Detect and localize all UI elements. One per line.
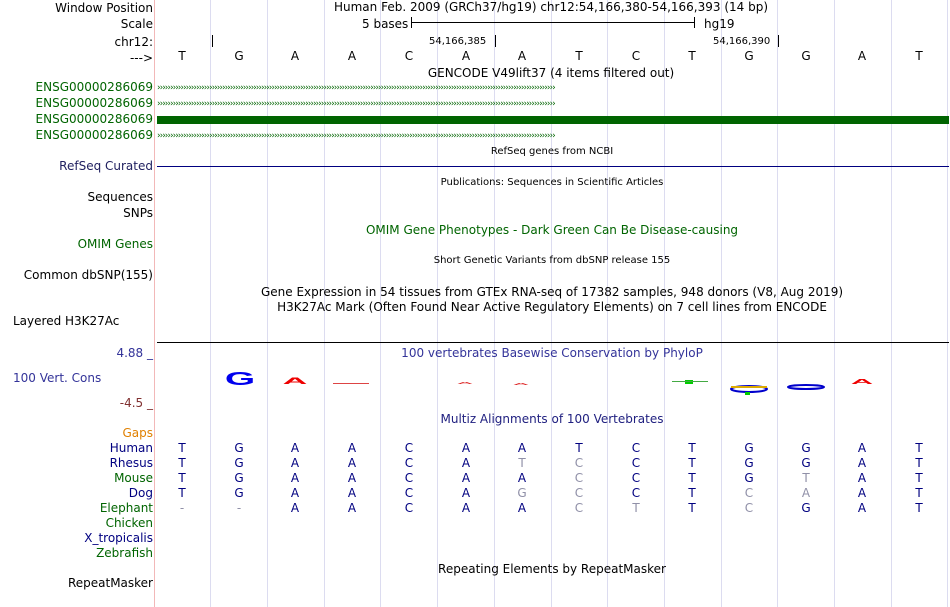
alignment-base: T — [688, 486, 696, 500]
alignment-base: G — [234, 456, 244, 470]
dna-base: A — [347, 49, 357, 63]
alignment-base: C — [404, 471, 414, 485]
alignment-base: C — [404, 441, 414, 455]
gtex-track-title: Gene Expression in 54 tissues from GTEx RNA-seq of 17382 samples, 948 donors (V8, Aug 2019) — [260, 285, 844, 299]
alignment-base: T — [915, 456, 923, 470]
conservation-logo[interactable] — [0, 360, 950, 400]
gencode-transcript-2[interactable]: ››››››››››››››››››››››››››››››››››››››››››››››››››››››››››››››››››››››››››››››››››››››››››››››››››››››››››››››››››››››››››››››››››››››››››››››››››››››››› — [157, 100, 555, 108]
cons-letter-a2: A — [457, 381, 473, 385]
alignment-base: A — [517, 441, 527, 455]
dna-base: G — [744, 49, 754, 63]
gaps-label[interactable]: Gaps — [122, 426, 153, 440]
repeatmasker-track-title: Repeating Elements by RepeatMasker — [438, 562, 666, 576]
alignment-base: T — [915, 486, 923, 500]
alignment-base: G — [234, 471, 244, 485]
h3k27ac-label[interactable]: Layered H3K27Ac — [13, 314, 120, 328]
alignment-base: A — [517, 501, 527, 515]
alignment-base: G — [234, 486, 244, 500]
scale-label[interactable]: Scale — [120, 17, 153, 31]
position-text: Human Feb. 2009 (GRCh37/hg19) chr12:54,166,380-54,166,393 (14 bp) — [333, 0, 769, 14]
conservation-min-label: -4.5 _ — [119, 396, 153, 410]
alignment-base: G — [744, 441, 754, 455]
dna-base: T — [178, 49, 186, 63]
conservation-label[interactable]: 100 Vert. Cons — [13, 371, 102, 385]
alignment-base: C — [404, 501, 414, 515]
alignment-base: A — [347, 456, 357, 470]
alignment-base: G — [744, 471, 754, 485]
species-label-mouse[interactable]: Mouse — [114, 471, 153, 485]
ruler-tick-label-2: 54,166,390 — [713, 36, 771, 47]
dna-base: C — [631, 49, 641, 63]
species-label-x_tropicalis[interactable]: X_tropicalis — [84, 531, 153, 545]
species-label-rhesus[interactable]: Rhesus — [109, 456, 153, 470]
dbsnp-label[interactable]: Common dbSNP(155) — [23, 268, 153, 282]
alignment-base: T — [575, 441, 583, 455]
alignment-base: A — [857, 486, 867, 500]
dna-base: G — [801, 49, 811, 63]
dbsnp-track-title: Short Genetic Variants from dbSNP release 155 — [433, 255, 671, 266]
alignment-base: C — [744, 501, 754, 515]
alignment-base: A — [290, 456, 300, 470]
alignment-base: A — [461, 456, 471, 470]
alignment-base: A — [347, 501, 357, 515]
alignment-base: - — [179, 501, 185, 515]
alignment-base: T — [688, 471, 696, 485]
alignment-base: C — [574, 456, 584, 470]
alignment-base: A — [347, 486, 357, 500]
alignment-base: A — [857, 501, 867, 515]
cons-letter-g3 — [788, 385, 824, 389]
dna-base: A — [517, 49, 527, 63]
window-position-label[interactable]: Window Position — [55, 1, 153, 15]
ruler-tick-label-1: 54,166,385 — [429, 36, 487, 47]
alignment-base: T — [178, 471, 186, 485]
alignment-base: A — [857, 441, 867, 455]
alignment-base: C — [574, 501, 584, 515]
species-label-chicken[interactable]: Chicken — [105, 516, 153, 530]
dna-base: C — [404, 49, 414, 63]
alignment-base: A — [801, 486, 811, 500]
alignment-base: C — [631, 456, 641, 470]
strand-arrow-label[interactable]: ---> — [129, 51, 153, 65]
alignment-base: T — [688, 441, 696, 455]
cons-letter-a: A — [282, 376, 308, 387]
cons-letter-a4: A — [850, 377, 874, 386]
gencode-track-title: GENCODE V49lift37 (4 items filtered out) — [427, 66, 675, 80]
omim-label[interactable]: OMIM Genes — [77, 237, 153, 251]
alignment-base: C — [404, 486, 414, 500]
alignment-base: T — [915, 441, 923, 455]
repeatmasker-label[interactable]: RepeatMasker — [67, 576, 153, 590]
alignment-base: A — [347, 441, 357, 455]
alignment-base: A — [461, 486, 471, 500]
sequences-label[interactable]: Sequences — [87, 190, 153, 204]
assembly-label: hg19 — [704, 17, 735, 31]
h3k27ac-baseline — [157, 342, 949, 343]
publications-track-title: Publications: Sequences in Scientific Articles — [440, 177, 664, 188]
alignment-base: A — [857, 456, 867, 470]
ruler-tick — [212, 35, 213, 47]
alignment-base: T — [632, 501, 640, 515]
conservation-track-title: 100 vertebrates Basewise Conservation by PhyloP — [401, 346, 703, 360]
dna-base: G — [234, 49, 244, 63]
dna-base: T — [575, 49, 583, 63]
alignment-base: C — [631, 471, 641, 485]
scale-bar-right-tick — [694, 17, 695, 28]
alignment-base: A — [461, 501, 471, 515]
alignment-base: T — [178, 441, 186, 455]
alignment-base: G — [801, 501, 811, 515]
cons-bar-a — [333, 383, 369, 384]
refseq-track-title: RefSeq genes from NCBI — [490, 146, 614, 157]
alignment-base: T — [518, 456, 526, 470]
gencode-transcript-3-exon[interactable] — [157, 116, 949, 124]
alignment-base: T — [802, 471, 810, 485]
alignment-base: G — [744, 456, 754, 470]
alignment-base: C — [404, 456, 414, 470]
alignment-base: G — [801, 441, 811, 455]
alignment-base: C — [574, 486, 584, 500]
alignment-base: T — [915, 471, 923, 485]
alignment-base: C — [631, 486, 641, 500]
cons-letter-a3: A — [513, 382, 529, 386]
multiz-track-title: Multiz Alignments of 100 Vertebrates — [440, 412, 664, 426]
alignment-base: A — [857, 471, 867, 485]
alignment-base: G — [801, 456, 811, 470]
alignment-base: C — [744, 486, 754, 500]
alignment-base: G — [234, 441, 244, 455]
alignment-base: T — [688, 456, 696, 470]
omim-track-title: OMIM Gene Phenotypes - Dark Green Can Be Disease-causing — [365, 223, 739, 237]
gencode-transcript-4[interactable]: ››››››››››››››››››››››››››››››››››››››››››››››››››››››››››››››››››››››››››››››››››››››››››››››››››››››››››››››››››››››››››››››››››››››››››››››››››››››››› — [157, 132, 555, 140]
gencode-item-label-4[interactable]: ENSG00000286069 — [35, 128, 153, 142]
alignment-base: C — [574, 471, 584, 485]
alignment-base: A — [290, 441, 300, 455]
alignment-base: T — [915, 501, 923, 515]
gencode-transcript-1[interactable]: ››››››››››››››››››››››››››››››››››››››››››››››››››››››››››››››››››››››››››››››››››››››››››››››››››››››››››››››››››››››››››››››››››››››››››››››››››››››››› — [157, 84, 555, 92]
cons-bar-t — [672, 381, 708, 382]
dna-base: A — [857, 49, 867, 63]
snps-label[interactable]: SNPs — [123, 206, 153, 220]
gencode-item-label-2[interactable]: ENSG00000286069 — [35, 96, 153, 110]
refseq-label[interactable]: RefSeq Curated — [59, 159, 153, 173]
cons-letter-g: G — [224, 368, 256, 390]
alignment-base: A — [517, 471, 527, 485]
dna-base: T — [688, 49, 696, 63]
alignment-base: T — [688, 501, 696, 515]
ruler-tick — [778, 35, 779, 47]
chr-label[interactable]: chr12: — [114, 35, 153, 49]
ruler-tick — [495, 35, 496, 47]
alignment-base: A — [290, 486, 300, 500]
alignment-base: A — [461, 471, 471, 485]
cons-letter-t2 — [745, 392, 750, 395]
conservation-max-label: 4.88 _ — [116, 346, 153, 360]
alignment-base: T — [178, 486, 186, 500]
alignment-base: C — [631, 441, 641, 455]
alignment-base: A — [347, 471, 357, 485]
scale-bar — [411, 22, 695, 23]
gencode-item-label-1[interactable]: ENSG00000286069 — [35, 80, 153, 94]
species-label-zebrafish[interactable]: Zebrafish — [96, 546, 153, 560]
refseq-gene-line[interactable] — [157, 166, 949, 167]
species-label-elephant[interactable]: Elephant — [99, 501, 153, 515]
scale-text: 5 bases — [362, 17, 409, 31]
alignment-base: - — [236, 501, 242, 515]
dna-base: T — [915, 49, 923, 63]
alignment-base: T — [178, 456, 186, 470]
alignment-base: G — [517, 486, 527, 500]
dna-base: A — [461, 49, 471, 63]
cons-letter-c — [731, 386, 767, 388]
h3k27ac-track-title: H3K27Ac Mark (Often Found Near Active Regulatory Elements) on 7 cell lines from ENCODE — [277, 300, 827, 314]
scale-bar-left-tick — [411, 17, 412, 28]
alignment-base: A — [290, 501, 300, 515]
dna-base: A — [290, 49, 300, 63]
species-label-dog[interactable]: Dog — [128, 486, 153, 500]
species-label-human[interactable]: Human — [109, 441, 153, 455]
alignment-base: A — [461, 441, 471, 455]
gencode-item-label-3[interactable]: ENSG00000286069 — [35, 112, 153, 126]
alignment-base: A — [290, 471, 300, 485]
label-divider — [154, 0, 155, 607]
